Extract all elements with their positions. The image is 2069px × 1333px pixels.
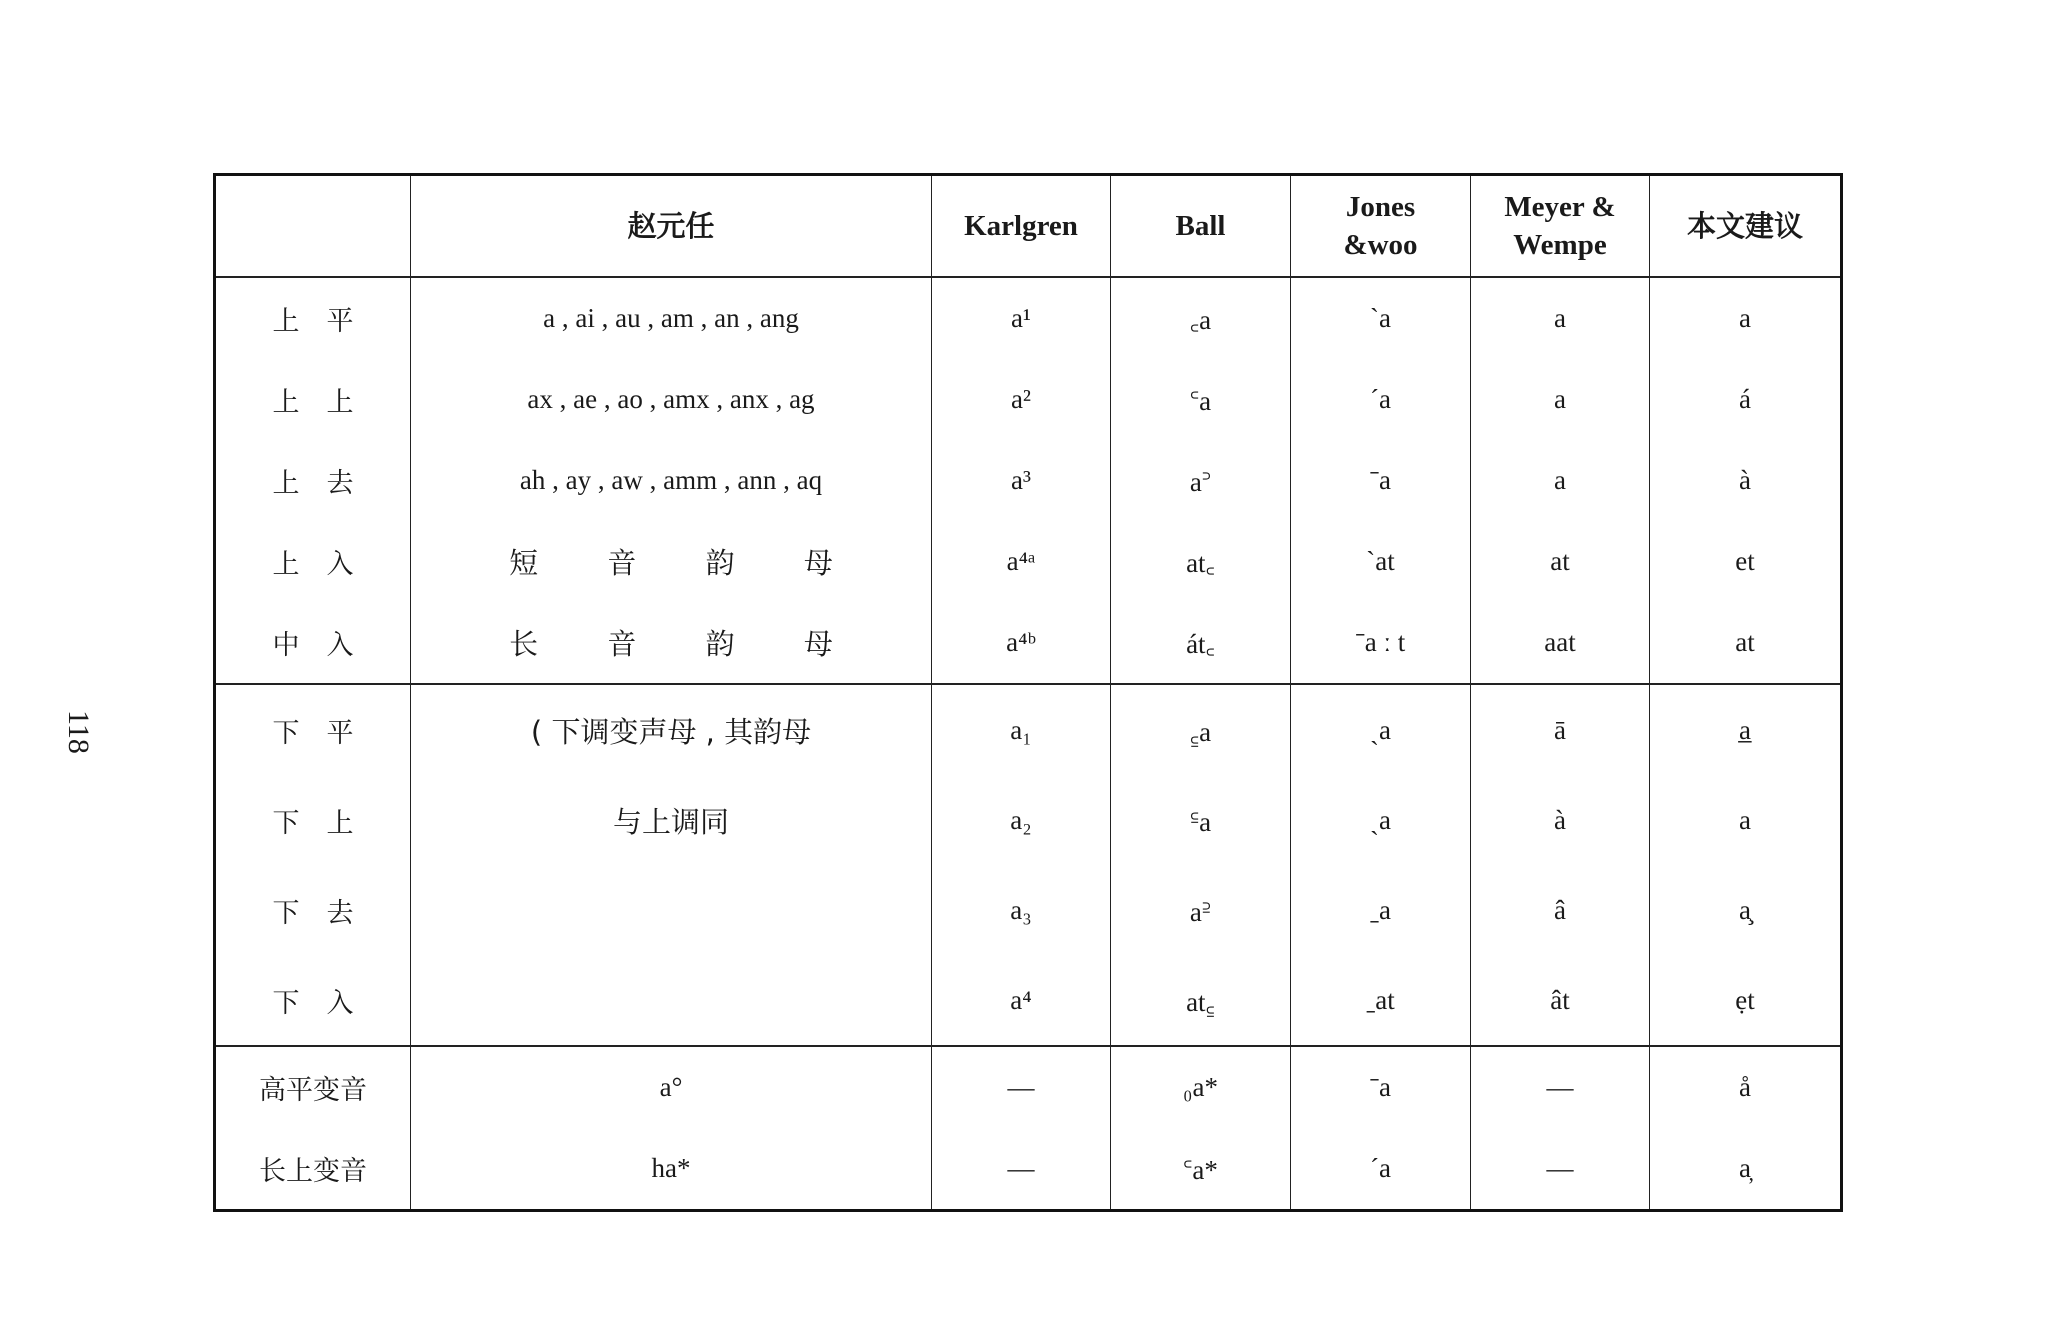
ball-notation: ꜃a xyxy=(1111,775,1291,865)
table-row xyxy=(215,865,1842,955)
jones-notation: ˉa ː t xyxy=(1291,602,1471,684)
karlgren-notation: a⁴ᵃ xyxy=(932,521,1111,602)
proposal-notation: á xyxy=(1650,359,1842,440)
zhao-notation: ah , ay , aw , amm , ann , aq xyxy=(411,440,932,521)
tone-name: 下 去 xyxy=(215,865,411,955)
ball-notation: at꜀ xyxy=(1111,521,1291,602)
table-row xyxy=(215,602,1842,684)
jones-notation: ˊa xyxy=(1291,1128,1471,1211)
zhao-notation xyxy=(411,865,932,955)
meyer-notation: a xyxy=(1471,440,1650,521)
zhao-notation: a° xyxy=(411,1046,932,1128)
header-karlgren: Karlgren xyxy=(932,175,1111,278)
tone-name: 上 入 xyxy=(215,521,411,602)
meyer-notation: a xyxy=(1471,359,1650,440)
tone-name: 上 上 xyxy=(215,359,411,440)
proposal-notation: et xyxy=(1650,521,1842,602)
meyer-notation: ât xyxy=(1471,955,1650,1046)
header-zhao: 赵元任 xyxy=(411,175,932,278)
header-meyer xyxy=(1471,175,1650,278)
table-row xyxy=(215,775,1842,865)
jones-notation: ˊa xyxy=(1291,359,1471,440)
zhao-notation: ax , ae , ao , amx , anx , ag xyxy=(411,359,932,440)
ball-notation: át꜀ xyxy=(1111,602,1291,684)
meyer-notation: — xyxy=(1471,1046,1650,1128)
ball-notation: ꜀a xyxy=(1111,277,1291,359)
tone-name: 高平变音 xyxy=(215,1046,411,1128)
jones-notation: ˉa xyxy=(1291,1046,1471,1128)
proposal-notation: a̧ xyxy=(1650,865,1842,955)
header-jones-line2: &woo xyxy=(1343,229,1418,261)
tone-name: 上 平 xyxy=(215,277,411,359)
header-jones xyxy=(1291,175,1471,278)
header-meyer-line2: Wempe xyxy=(1513,229,1607,261)
proposal-notation: a̲ xyxy=(1650,684,1842,775)
meyer-notation: à xyxy=(1471,775,1650,865)
table-row xyxy=(215,440,1842,521)
tone-notation-table xyxy=(213,173,1843,1212)
zhao-notation: 短 音 韵 母 xyxy=(411,521,932,602)
header-blank xyxy=(215,175,411,278)
meyer-notation: aat xyxy=(1471,602,1650,684)
tone-name: 长上变音 xyxy=(215,1128,411,1211)
table-row xyxy=(215,684,1842,775)
karlgren-notation: a₁ xyxy=(932,684,1111,775)
ball-notation: a꜄ xyxy=(1111,440,1291,521)
meyer-notation: at xyxy=(1471,521,1650,602)
karlgren-notation: — xyxy=(932,1046,1111,1128)
table-row xyxy=(215,1046,1842,1128)
jones-notation: ˋat xyxy=(1291,521,1471,602)
zhao-notation: 与上调同 xyxy=(411,775,932,865)
ball-notation: a꜅ xyxy=(1111,865,1291,955)
zhao-notation: ( 下调变声母 , 其韵母 xyxy=(411,684,932,775)
jones-notation: ˎa xyxy=(1291,684,1471,775)
jones-notation: ˍat xyxy=(1291,955,1471,1046)
jones-notation: ˍa xyxy=(1291,865,1471,955)
karlgren-notation: a⁴ xyxy=(932,955,1111,1046)
proposal-notation: a xyxy=(1650,775,1842,865)
ball-notation: ꜂a xyxy=(1111,359,1291,440)
karlgren-notation: a₂ xyxy=(932,775,1111,865)
header-ball: Ball xyxy=(1111,175,1291,278)
meyer-notation: ā xyxy=(1471,684,1650,775)
table-row xyxy=(215,1128,1842,1211)
jones-notation: ˋa xyxy=(1291,277,1471,359)
jones-notation: ˏa xyxy=(1291,775,1471,865)
jones-notation: ˉa xyxy=(1291,440,1471,521)
ball-notation: ₀a* xyxy=(1111,1046,1291,1128)
header-jones-line1: Jones xyxy=(1345,191,1416,223)
proposal-notation: at xyxy=(1650,602,1842,684)
karlgren-notation: a² xyxy=(932,359,1111,440)
proposal-notation: ẹt xyxy=(1650,955,1842,1046)
karlgren-notation: — xyxy=(932,1128,1111,1211)
proposal-notation: å xyxy=(1650,1046,1842,1128)
table-row xyxy=(215,277,1842,359)
zhao-notation: 长 音 韵 母 xyxy=(411,602,932,684)
proposal-notation: a xyxy=(1650,277,1842,359)
header-proposal: 本文建议 xyxy=(1650,175,1842,278)
tone-name: 下 上 xyxy=(215,775,411,865)
header-row xyxy=(215,175,1842,278)
table-row xyxy=(215,955,1842,1046)
tone-name: 下 入 xyxy=(215,955,411,1046)
zhao-notation: a , ai , au , am , an , ang xyxy=(411,277,932,359)
zhao-notation xyxy=(411,955,932,1046)
zhao-notation: ha* xyxy=(411,1128,932,1211)
ball-notation: at꜁ xyxy=(1111,955,1291,1046)
tone-name: 下 平 xyxy=(215,684,411,775)
karlgren-notation: a¹ xyxy=(932,277,1111,359)
page-number: 118 xyxy=(62,710,95,754)
ball-notation: ꜁a xyxy=(1111,684,1291,775)
tone-name: 上 去 xyxy=(215,440,411,521)
karlgren-notation: a³ xyxy=(932,440,1111,521)
ball-notation: ꜂a* xyxy=(1111,1128,1291,1211)
header-meyer-line1: Meyer & xyxy=(1504,191,1616,223)
karlgren-notation: a₃ xyxy=(932,865,1111,955)
meyer-notation: â xyxy=(1471,865,1650,955)
table-row xyxy=(215,521,1842,602)
table-row xyxy=(215,359,1842,440)
proposal-notation: à xyxy=(1650,440,1842,521)
karlgren-notation: a⁴ᵇ xyxy=(932,602,1111,684)
proposal-notation: a̦ xyxy=(1650,1128,1842,1211)
meyer-notation: — xyxy=(1471,1128,1650,1211)
tone-name: 中 入 xyxy=(215,602,411,684)
meyer-notation: a xyxy=(1471,277,1650,359)
